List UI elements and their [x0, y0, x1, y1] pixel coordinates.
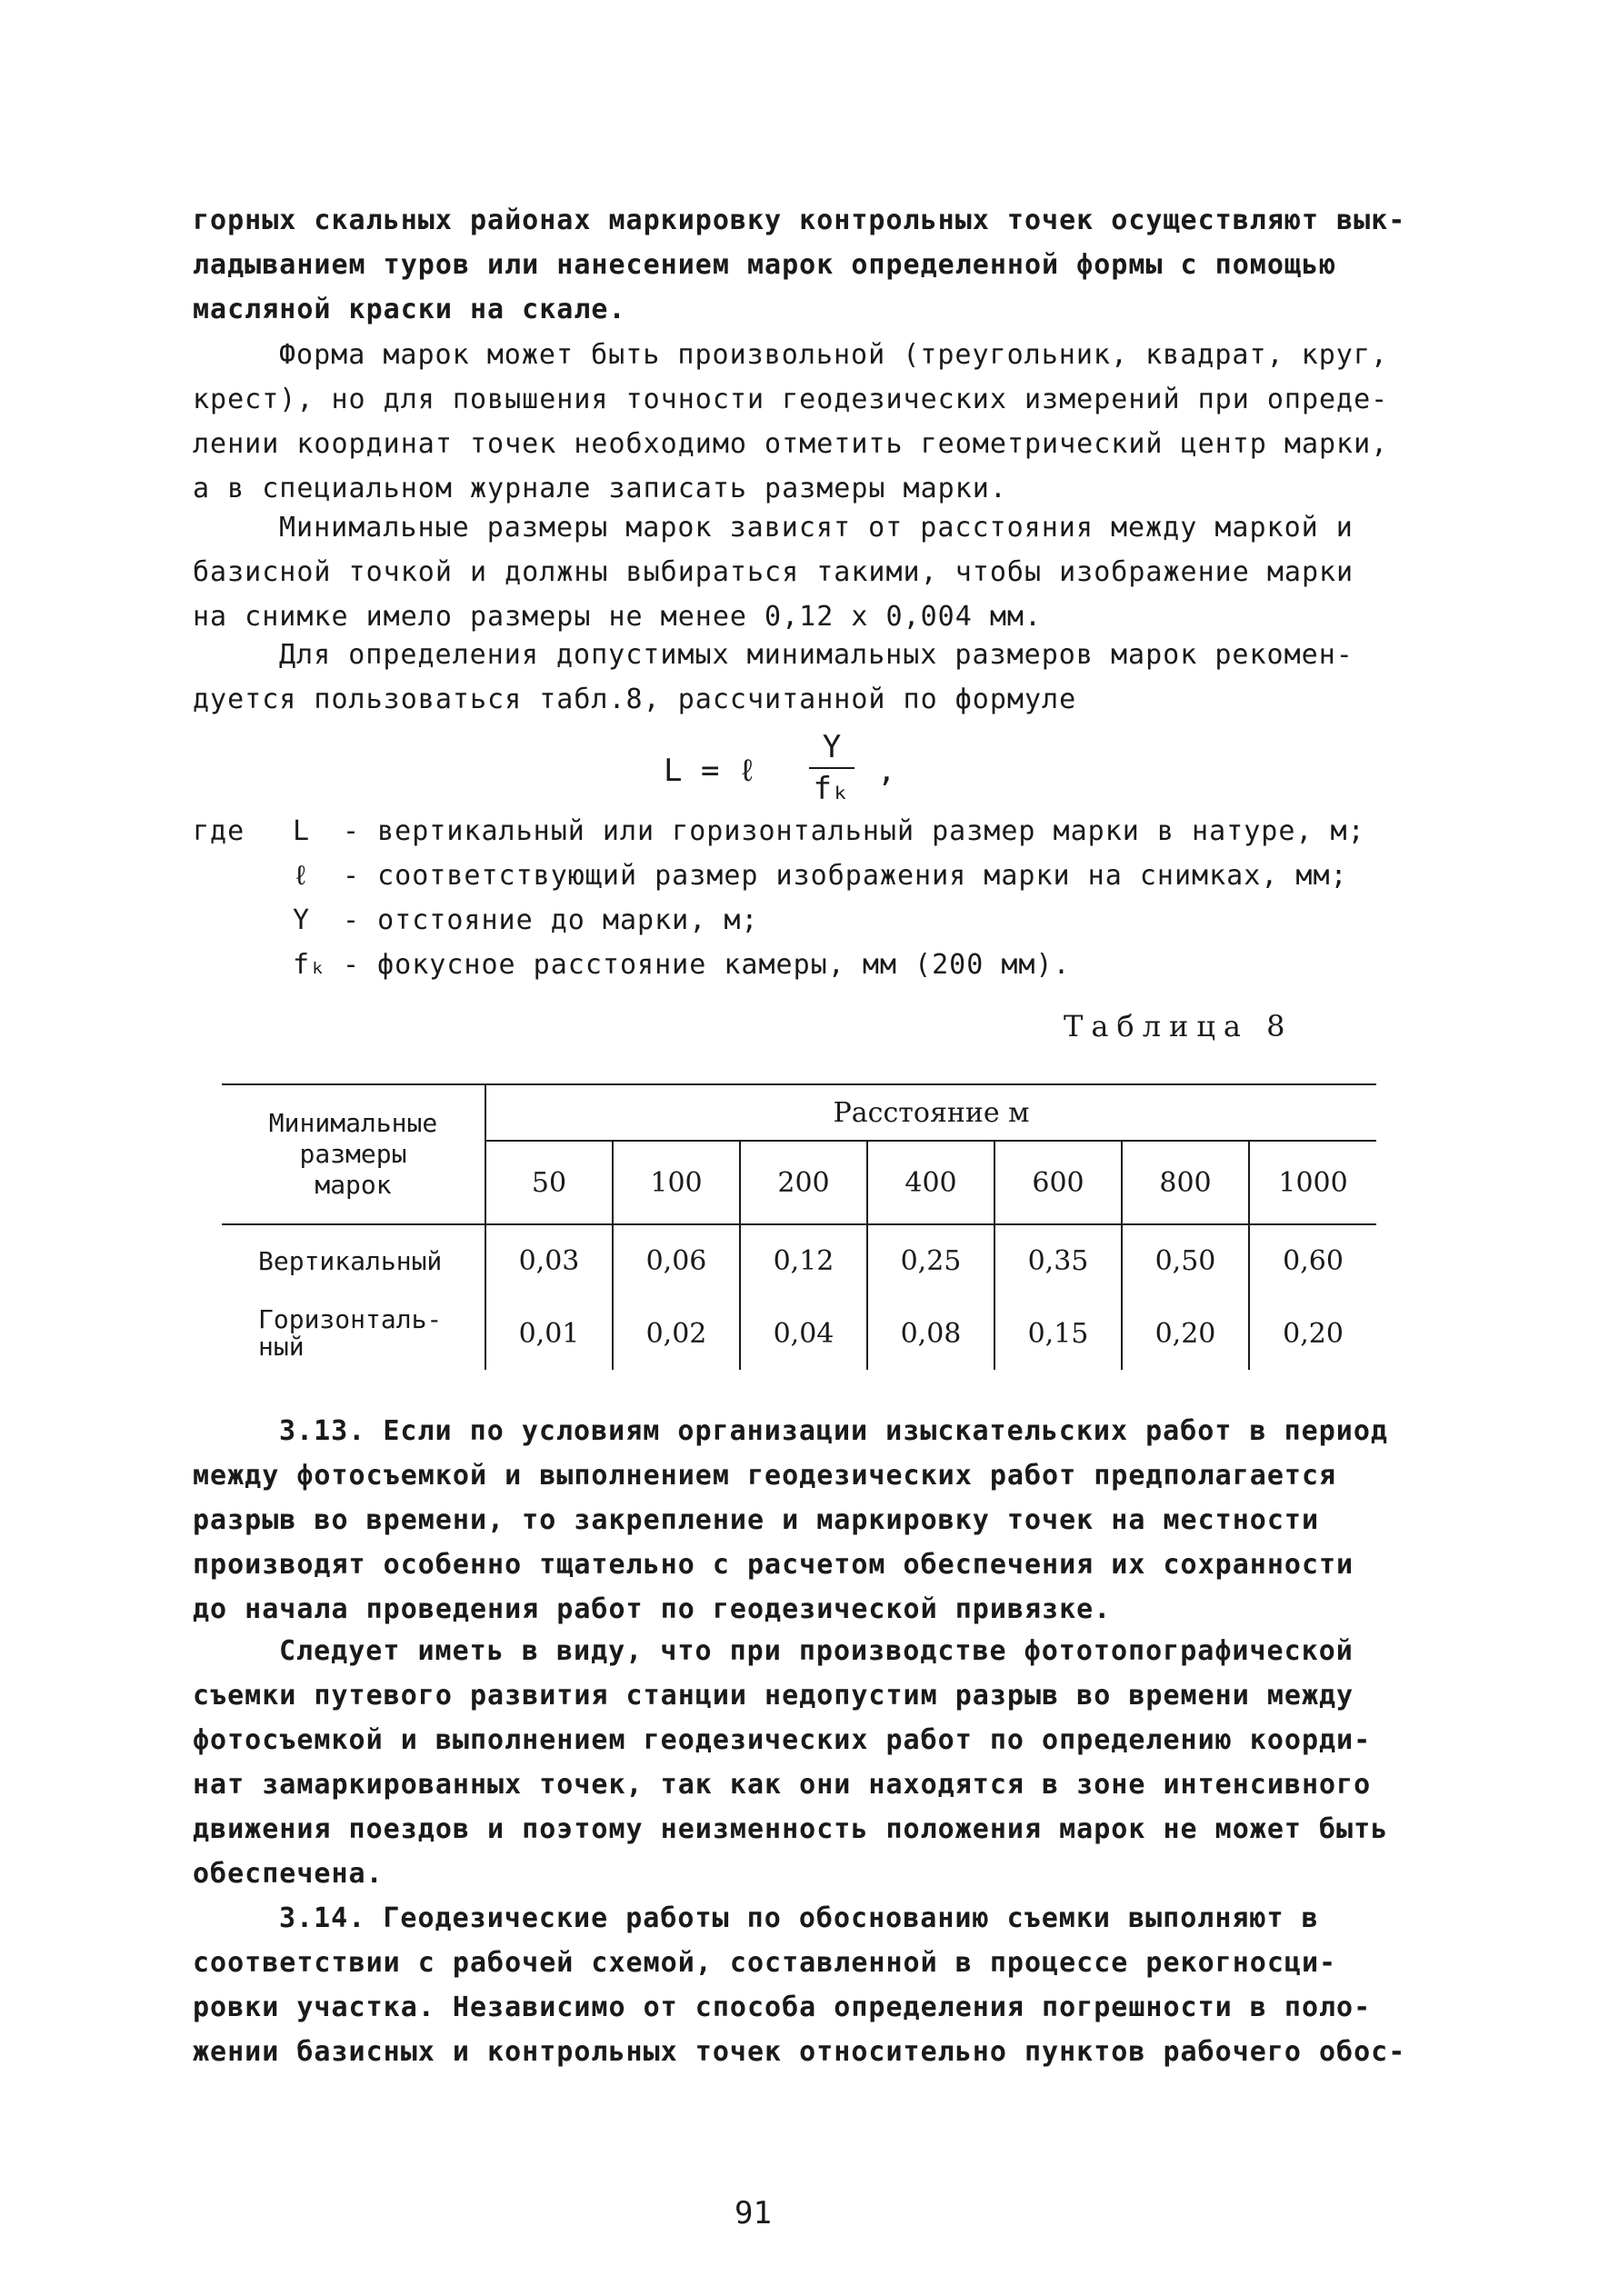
- paragraph-3-13: [193, 1409, 1438, 1632]
- paragraph-2: [193, 333, 1438, 511]
- table-caption: Таблица 8: [1064, 1009, 1294, 1043]
- text-line: разрыв во времени, то закрепление и маркировку точек на местности: [193, 1504, 1319, 1536]
- symbol-definitions: [193, 809, 1456, 987]
- definition-text: - вертикальный или горизонтальный размер марки в натуре, м;: [343, 815, 1365, 847]
- page-number: 91: [735, 2195, 772, 2231]
- text-line: съемки путевого развития станции недопустим разрыв во времени между: [193, 1680, 1354, 1712]
- text-line: лении координат точек необходимо отметить геометрический центр марки,: [193, 428, 1389, 460]
- formula-denominator: fₖ: [813, 771, 851, 807]
- text-line: соответствии с рабочей схемой, составленной в процессе рекогносци-: [193, 1947, 1337, 1979]
- value-cell: 0,12: [740, 1224, 867, 1297]
- formula: [664, 727, 936, 818]
- distance-cell: 400: [867, 1141, 994, 1224]
- value-cell: 0,02: [613, 1297, 740, 1370]
- value-cell: 0,60: [1283, 1245, 1344, 1277]
- paragraph-1: [193, 198, 1438, 332]
- text-line: Форма марок может быть произвольной (треугольник, квадрат, круг,: [279, 339, 1388, 371]
- text-line: до начала проведения работ по геодезической привязке.: [193, 1593, 1112, 1625]
- paragraph-6: [193, 1629, 1438, 1896]
- text-line: Минимальные размеры марок зависят от расстояния между маркой и: [279, 512, 1354, 544]
- paragraph-3: [193, 505, 1438, 639]
- distance-cell: 100: [613, 1141, 740, 1224]
- marker-size-table: [222, 1083, 1376, 1370]
- text-line: Следует иметь в виду, что при производстве фототопографической: [279, 1635, 1354, 1667]
- row-label-vertical: Вертикальный: [222, 1224, 485, 1297]
- value-cell: 0,20: [1122, 1297, 1249, 1370]
- value-cell: 0,20: [1283, 1317, 1344, 1350]
- formula-fraction: [809, 727, 854, 809]
- text-line: ровки участка. Независимо от способа определения погрешности в поло-: [193, 1992, 1372, 2023]
- value-cell: 0,06: [613, 1224, 740, 1297]
- text-line: дуется пользоваться табл.8, рассчитанной по формуле: [193, 684, 1077, 715]
- definition-row: [193, 898, 1456, 943]
- text-line: масляной краски на скале.: [193, 294, 626, 325]
- definition-text: - соответствующий размер изображения марки на снимках, мм;: [343, 860, 1348, 892]
- definition-row: [193, 854, 1456, 898]
- value-cell: 0,01: [485, 1297, 613, 1370]
- definition-text: - отстояние до марки, м;: [343, 904, 759, 936]
- distance-cell: 1000: [1249, 1141, 1376, 1224]
- formula-comma: ,: [877, 753, 896, 789]
- text-line: 3.14. Геодезические работы по обоснованию съемки выполняют в: [279, 1902, 1319, 1934]
- value-cell: 0,04: [740, 1297, 867, 1370]
- distance-cell: 200: [740, 1141, 867, 1224]
- formula-numerator: Y: [822, 729, 842, 765]
- distance-header: Расстояние м: [485, 1084, 1376, 1141]
- value-cell: 0,25: [867, 1224, 994, 1297]
- definition-symbol: fₖ: [293, 949, 328, 981]
- text-line: 3.13. Если по условиям организации изыскательских работ в период: [279, 1415, 1388, 1447]
- where-word: где: [193, 815, 245, 847]
- distance-cell: 50: [485, 1141, 613, 1224]
- text-line: нат замаркированных точек, так как они находятся в зоне интенсивного: [193, 1769, 1372, 1801]
- value-cell: 0,35: [994, 1224, 1122, 1297]
- formula-lhs: L = ℓ: [664, 753, 757, 789]
- text-line: обеспечена.: [193, 1858, 384, 1890]
- value-cell: 0,50: [1122, 1224, 1249, 1297]
- paragraph-4: [193, 633, 1438, 722]
- text-line: базисной точкой и должны выбираться такими, чтобы изображение марки: [193, 556, 1354, 588]
- text-line: горных скальных районах маркировку контрольных точек осуществляют вык-: [193, 205, 1406, 236]
- paragraph-3-14: [193, 1896, 1438, 2074]
- definition-symbol: Y: [293, 904, 311, 936]
- definition-symbol: L: [293, 815, 311, 847]
- distance-cell: 800: [1122, 1141, 1249, 1224]
- definition-text: - фокусное расстояние камеры, мм (200 мм).: [343, 949, 1071, 981]
- row-label-horizontal: Горизонталь-ный: [222, 1297, 485, 1370]
- definition-symbol: ℓ: [293, 860, 311, 892]
- value-cell: 0,15: [994, 1297, 1122, 1370]
- text-line: жении базисных и контрольных точек относительно пунктов рабочего обос-: [193, 2036, 1406, 2068]
- text-line: фотосъемкой и выполнением геодезических работ по определению коорди-: [193, 1724, 1372, 1756]
- text-line: движения поездов и поэтому неизменность положения марок не может быть: [193, 1813, 1389, 1845]
- text-line: Для определения допустимых минимальных размеров марок рекомен-: [279, 639, 1354, 671]
- value-cell: 0,08: [867, 1297, 994, 1370]
- value-cell: 0,03: [485, 1224, 613, 1297]
- definition-row: [193, 943, 1456, 987]
- text-line: крест), но для повышения точности геодезических измерений при опреде-: [193, 384, 1389, 415]
- text-line: а в специальном журнале записать размеры марки.: [193, 473, 1007, 504]
- text-line: на снимке имело размеры не менее 0,12 х 0,004 мм.: [193, 601, 1043, 633]
- text-line: между фотосъемкой и выполнением геодезических работ предполагается: [193, 1460, 1337, 1492]
- text-line: производят особенно тщательно с расчетом обеспечения их сохранности: [193, 1549, 1354, 1581]
- distance-cell: 600: [994, 1141, 1122, 1224]
- text-line: ладыванием туров или нанесением марок определенной формы с помощью: [193, 249, 1337, 281]
- definition-row: [193, 809, 1456, 854]
- table-row-header-title: Минимальные размеры марок: [222, 1084, 485, 1224]
